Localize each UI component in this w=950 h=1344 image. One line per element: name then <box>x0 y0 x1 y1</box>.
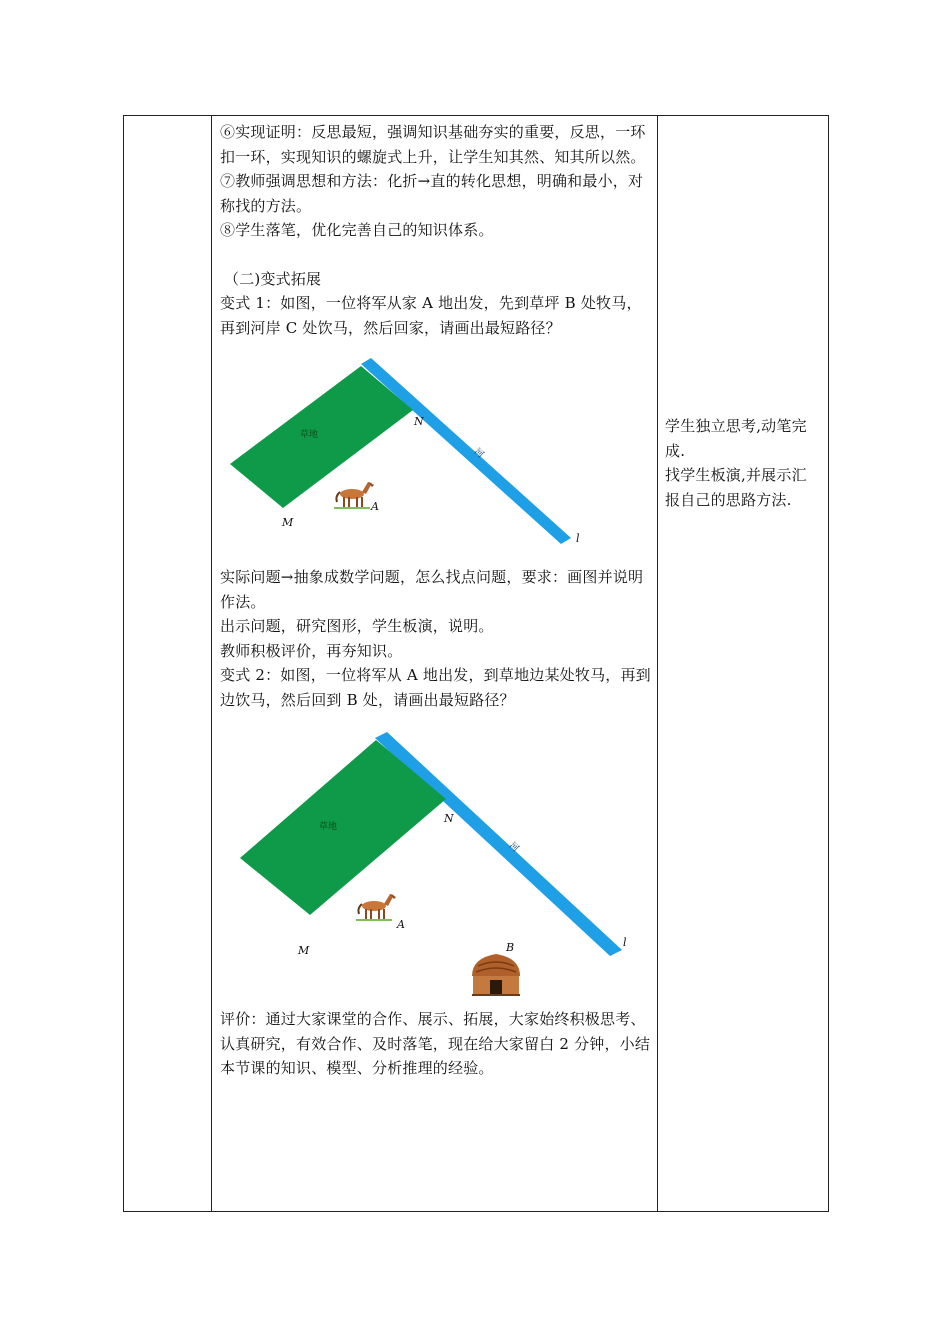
column-divider-2 <box>657 116 658 1211</box>
label-n: N <box>414 415 424 428</box>
label-m: M <box>298 944 310 957</box>
teacher-evaluation-text: 教师积极评价，再夯知识。 <box>220 641 403 660</box>
label-b: B <box>506 941 515 954</box>
grass-field <box>230 366 413 508</box>
label-l: l <box>576 532 580 545</box>
lesson-table <box>123 115 829 1212</box>
label-m: M <box>282 516 294 529</box>
variant-2-text: 变式 2：如图，一位将军从 A 地出发，到草地边某处牧马，再到边饮马，然后回到 B 处，请画出最短路径？ <box>220 666 651 709</box>
label-a: A <box>397 918 405 931</box>
main-column <box>220 120 652 1081</box>
student-present-text: 找学生板演,并展示汇报自己的思路方法. <box>665 466 807 509</box>
river-band <box>361 358 571 544</box>
step-6-text: ⑥实现证明：反思最短，强调知识基础夯实的重要，反思，一环扣一环，实现知识的螺旋式上升，让学生知其然、知其所以然。 <box>220 123 646 166</box>
step-7-text: ⑦教师强调思想和方法：化折→直的转化思想，明确和最小，对称找的方法。 <box>220 172 644 215</box>
column-divider-1 <box>211 116 212 1211</box>
student-think-text: 学生独立思考,动笔完成. <box>665 417 807 460</box>
label-n: N <box>444 812 454 825</box>
step-8-text: ⑧学生落笔，优化完善自己的知识体系。 <box>220 221 494 239</box>
label-a: A <box>371 500 379 513</box>
horse-icon <box>334 482 374 509</box>
figure-2 <box>220 712 652 1007</box>
river-label: 河 <box>506 840 521 855</box>
student-activity-column <box>665 414 815 512</box>
grass-label: 草地 <box>300 430 319 440</box>
yurt-icon <box>472 954 520 996</box>
river-label: 河 <box>471 446 486 461</box>
river-band <box>375 732 622 956</box>
show-problem-text: 出示问题，研究图形，学生板演，说明。 <box>220 617 494 635</box>
figure-1 <box>220 340 652 565</box>
horse-icon <box>356 894 396 921</box>
variant-1-text: 变式 1：如图，一位将军从家 A 地出发，先到草坪 B 处牧马，再到河岸 C 处饮马，然后回家，请画出最短路径？ <box>220 294 642 337</box>
section-heading: （二)变式拓展 <box>224 269 322 288</box>
summary-evaluation-text: 评价：通过大家课堂的合作、展示、拓展，大家始终积极思考、认真研究，有效合作、及时落笔，现在给大家留白 2 分钟，小结本节课的知识、模型、分析推理的经验。 <box>220 1010 651 1077</box>
abstract-problem-text: 实际问题→抽象成数学问题，怎么找点问题，要求：画图并说明作法。 <box>220 568 644 611</box>
label-l: l <box>623 936 627 949</box>
grass-label: 草地 <box>319 822 338 832</box>
